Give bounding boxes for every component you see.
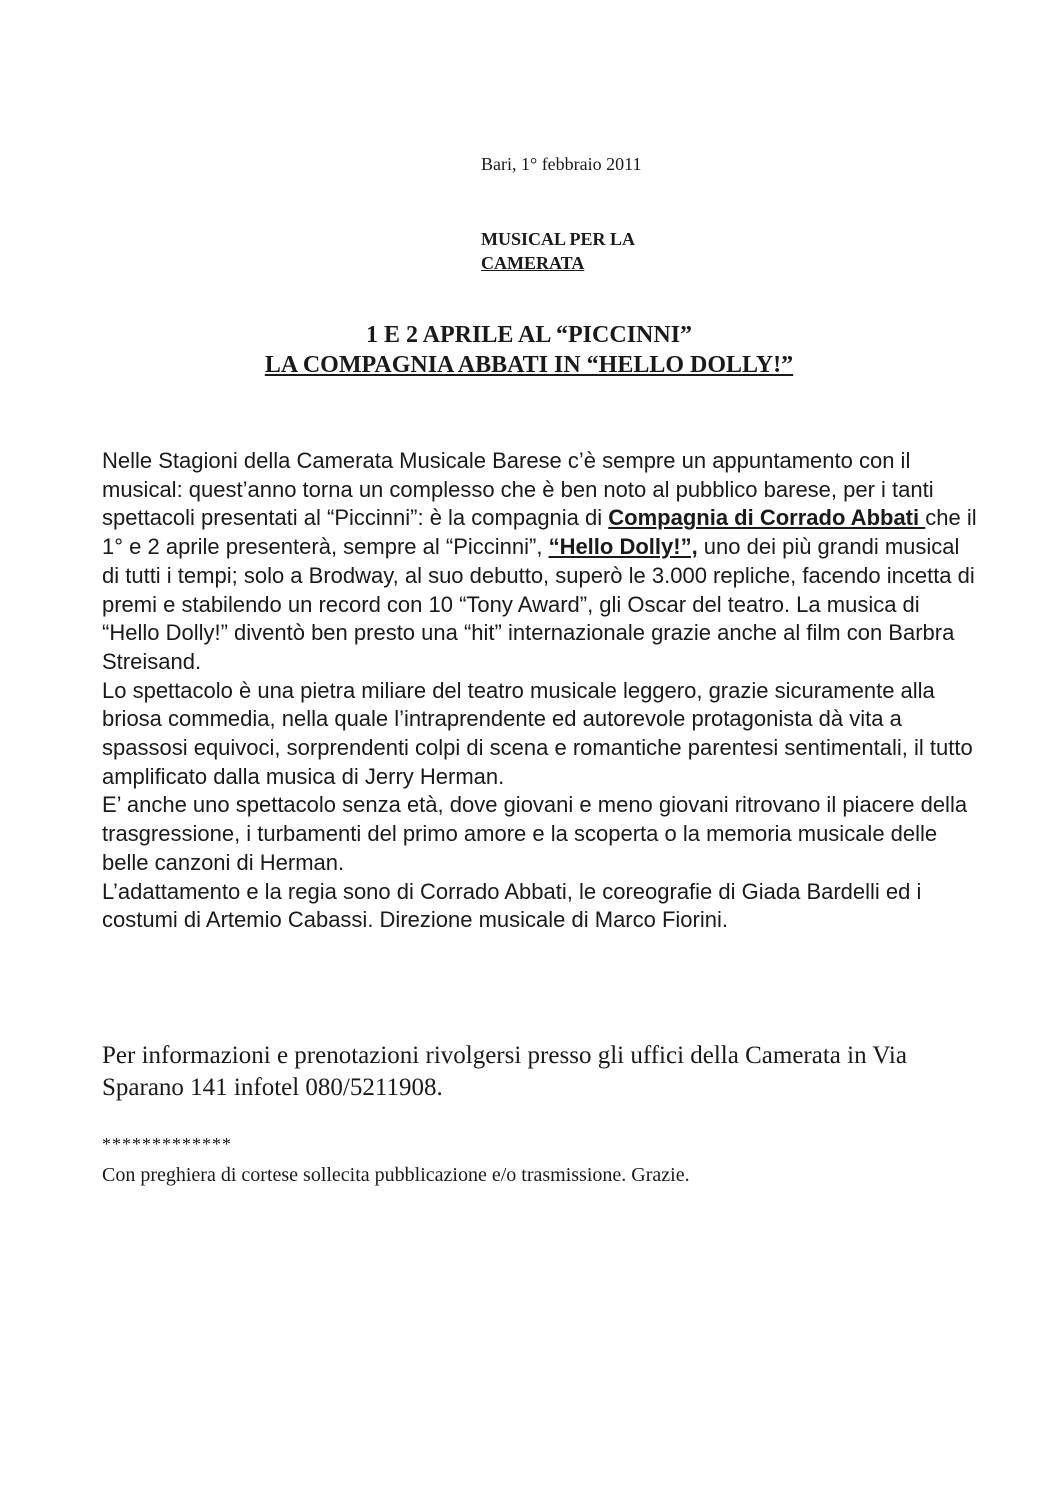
headline-line-1: 1 E 2 APRILE AL “PICCINNI” xyxy=(365,322,693,348)
headline-line-2: LA COMPAGNIA ABBATI IN “HELLO DOLLY!” xyxy=(264,352,794,378)
kicker xyxy=(481,227,711,275)
paragraph-1-intro: Nelle Stagioni della Camerata Musicale Barese c’è sempre un appuntamento con il musical: quest’anno torna un complesso che è ben noto al pubblico barese, per i tanti spettacoli presentati al “Piccinni”: è la compagnia di xyxy=(102,448,934,531)
paragraph-1 xyxy=(102,447,982,677)
paragraph-2: Lo spettacolo è una pietra miliare del teatro musicale leggero, grazie sicuramente alla briosa commedia, nella quale l’intraprendente ed autorevole protagonista dà vita a spassosi equivoci, sorprendenti colpi di scena e romantiche parentesi sentimentali, il tutto amplificato dalla musica di Jerry Herman. xyxy=(102,677,973,789)
kicker-line-2: CAMERATA xyxy=(481,253,585,273)
company-name: Compagnia di Corrado Abbati xyxy=(608,505,926,531)
paragraph-4: L’adattamento e la regia sono di Corrado Abbati, le coreografie di Giada Bardelli ed i costumi di Artemio Cabassi. Direzione musicale di Marco Fiorini. xyxy=(102,878,922,933)
separator: ************* xyxy=(102,1134,232,1154)
headline xyxy=(0,320,1058,380)
show-title: “Hello Dolly!”, xyxy=(548,534,698,560)
paragraph-1-middle: che il 1° e 2 aprile presenterà, sempre al “Piccinni”, xyxy=(102,505,977,560)
body-text xyxy=(102,447,982,935)
contact-info: Per informazioni e prenotazioni rivolgersi presso gli uffici della Camerata in Via Sparano 141 infotel 080/5211908. xyxy=(102,1042,907,1101)
paragraph-3: E’ anche uno spettacolo senza età, dove giovani e meno giovani ritrovano il piacere della trasgressione, i turbamenti del primo amore e la scoperta o la memoria musicale delle belle canzoni di Herman. xyxy=(102,792,968,875)
kicker-line-1: MUSICAL PER LA xyxy=(481,229,636,249)
paragraph-1-end: uno dei più grandi musical di tutti i tempi; solo a Brodway, al suo debutto, superò le 3.000 repliche, facendo incetta di premi e stabilendo un record con 10 “Tony Award”, gli Oscar del teatro. La musica di “Hello Dolly!” diventò ben presto una “hit” internazionale grazie anche al film con Barbra Streisand. xyxy=(102,534,975,674)
closing-note: Con preghiera di cortese sollecita pubblicazione e/o trasmissione. Grazie. xyxy=(102,1164,690,1186)
dateline: Bari, 1° febbraio 2011 xyxy=(481,154,642,174)
